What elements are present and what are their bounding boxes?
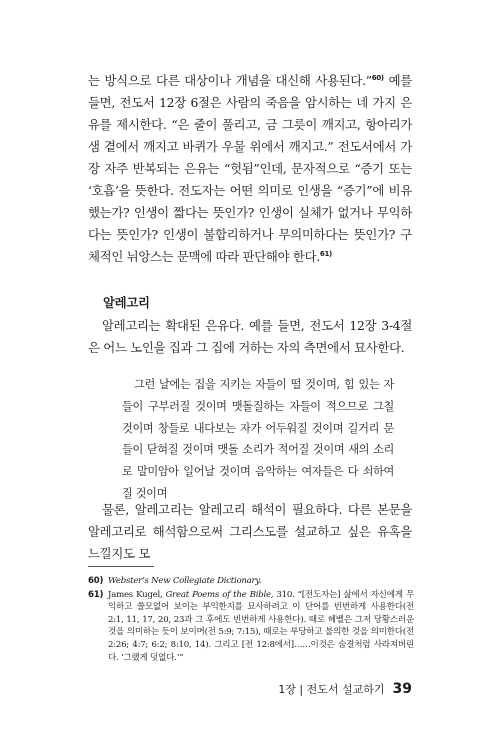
paragraph-text-continued: 예를 들면, 전도서 12장 6절은 사람의 죽음을 암시하는 네 가지 은유를 제시한다. “은 줄이 풀리고, 금 그릇이 깨지고, 항아리가 샘 곁에서 깨지고 바퀴가 우물 위에서 깨지고.” 전도서에서 가장 자주 반복되는 은유는 “헛됨”인데, 문자적으로 “증기 또는 ‘호흡’을 뜻한다. 전도자는 어떤 의미로 인생을 “증기”에 비유했는가? 인생이 짧다는 뜻인가? 인생이 실체가 없거나 무익하다는 뜻인가? 인생이 불합리하거나 무의미하다는 뜻인가? 구체적인 뉘앙스는 문맥에 따라 판단해야 한다.	[88, 73, 413, 264]
page-number: 39	[392, 681, 412, 697]
paragraph-allegory-interpretation: 물론, 알레고리는 알레고리 해석이 필요하다. 다른 본문을 알레고리로 해석함으로써 그리스도를 설교하고 싶은 유혹을 느낄지도 모	[88, 502, 412, 561]
footnote-ref-61[interactable]: 61)	[319, 249, 332, 258]
footnote-source-title: Great Poems of the Bible,	[165, 589, 274, 600]
footnote-61	[88, 589, 414, 665]
footnote-ref-60[interactable]: 60)	[371, 73, 384, 82]
footnote-number: 60)	[88, 576, 104, 586]
page-footer	[278, 681, 412, 697]
footnote-source-title: Webster’s New Collegiate Dictionary.	[108, 576, 262, 586]
footnote-list	[88, 575, 414, 665]
footnote-60	[88, 575, 414, 588]
footnote-text: James Kugel, Great Poems of the Bible, 310. “[전도자는] 삶에서 자신에게 무익하고 쓸모없어 보이는 부익한지를 묘사하려고 이 단어를 빈번하게 사용한다(전 2:1, 11, 17, 20, 23과 그 후에도 빈번하게 사용한다). 때로 헤벨은 그저 당황스러운 것을 의미하는 듯이 보이며(전 5:9; 7:15), 때로는 부당하고 불의한 것을 의미한다(전 2:26; 4:7; 6:2; 8:10, 14). 그리고 [전 12:8에서]……이것은 숨결처럼 사라져버린다. ‘그랬게 덧없다.’”	[108, 589, 415, 663]
section-heading: 알레고리	[103, 295, 150, 310]
footnote-divider	[88, 566, 154, 567]
running-chapter-title: 1장 | 전도서 설교하기	[278, 683, 385, 696]
paragraph-text: 는 방식으로 다른 대상이나 개념을 대신해 사용된다.”	[88, 73, 372, 88]
paragraph-metaphor	[88, 70, 412, 268]
block-quote: 그런 날에는 집을 지키는 자들이 떨 것이며, 힘 있는 자들이 구부러질 것이며 맷돌질하는 자들이 적으므로 그칠 것이며 창들로 내다보는 자가 어두워질 것이며 길거리 문들이 닫혀질 것이며 맷돌 소리가 적어질 것이며 새의 소리로 말미암아 일어날 것이며 음악하는 여자들은 다 쇠하여질 것이며	[122, 378, 394, 500]
footnote-number: 61)	[88, 589, 104, 600]
footnote-text	[108, 575, 414, 588]
paragraph-allegory: 알레고리는 확대된 은유다. 예를 들면, 전도서 12장 3-4절은 어느 노인을 집과 그 집에 거하는 자의 측면에서 묘사한다.	[88, 318, 412, 355]
